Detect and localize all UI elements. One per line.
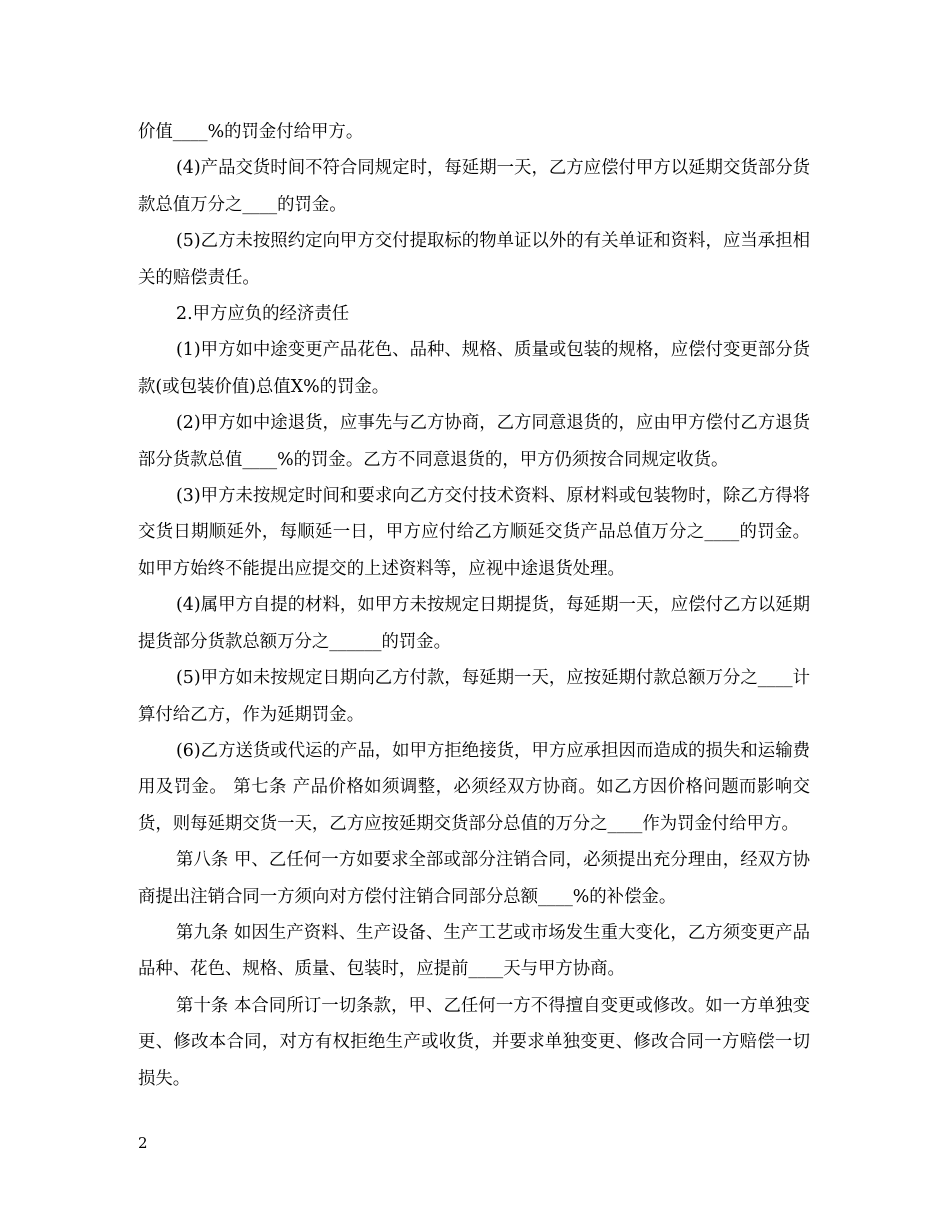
paragraph-penalty-continuation: 价值____%的罚金付给甲方。 (138, 122, 364, 142)
paragraph-article-10: 第十条 本合同所订一切条款，甲、乙任何一方不得擅自变更或修改。如一方单独变更、修改本合同，对方有权拒绝生产或收货，并要求单独变更、修改合同一方赔偿一切损失。 (138, 995, 810, 1089)
paragraph-article-9: 第九条 如因生产资料、生产设备、生产工艺或市场发生重大变化，乙方须变更产品品种、花色、规格、质量、包装时，应提前____天与甲方协商。 (138, 922, 810, 980)
paragraph-technical-materials: (3)甲方未按规定时间和要求向乙方交付技术资料、原材料或包装物时，除乙方得将交货日期顺延外，每顺延一日，甲方应付给乙方顺延交货产品总值万分之____的罚金。如甲方始终不能提出应提交的上述资料等，应视中途退货处理。 (138, 486, 810, 579)
paragraph-return-goods: (2)甲方如中途退货，应事先与乙方协商，乙方同意退货的，应由甲方偿付乙方退货部分货款总值____%的罚金。乙方不同意退货的，甲方仍须按合同规定收货。 (138, 413, 810, 470)
document-body (138, 114, 810, 1097)
paragraph-article-8: 第八条 甲、乙任何一方如要求全部或部分注销合同，必须提出充分理由，经双方协商提出注销合同一方须向对方偿付注销合同部分总额____%的补偿金。 (138, 850, 810, 907)
paragraph-product-change: (1)甲方如中途变更产品花色、品种、规格、质量或包装的规格，应偿付变更部分货款(或包装价值)总值X%的罚金。 (138, 340, 810, 397)
paragraph-self-pickup: (4)属甲方自提的材料，如甲方未按规定日期提货，每延期一天，应偿付乙方以延期提货部分货款总额万分之______的罚金。 (138, 595, 810, 652)
page-number: 2 (138, 1134, 148, 1152)
paragraph-documents-liability: (5)乙方未按照约定向甲方交付提取标的物单证以外的有关单证和资料，应当承担相关的赔偿责任。 (138, 231, 810, 288)
paragraph-delivery-delay: (4)产品交货时间不符合同规定时，每延期一天，乙方应偿付甲方以延期交货部分货款总值万分之____的罚金。 (138, 158, 810, 215)
section-heading-party-a-liability: 2.甲方应负的经济责任 (176, 304, 350, 325)
paragraph-refuse-delivery-article-7: (6)乙方送货或代运的产品，如甲方拒绝接货，甲方应承担因而造成的损失和运输费用及罚金。 第七条 产品价格如须调整，必须经双方协商。如乙方因价格问题而影响交货，则每延期交货一天，乙方应按延期交货部分总值的万分之____作为罚金付给甲方。 (138, 740, 810, 834)
paragraph-late-payment: (5)甲方如未按规定日期向乙方付款，每延期一天，应按延期付款总额万分之____计算付给乙方，作为延期罚金。 (138, 668, 810, 725)
